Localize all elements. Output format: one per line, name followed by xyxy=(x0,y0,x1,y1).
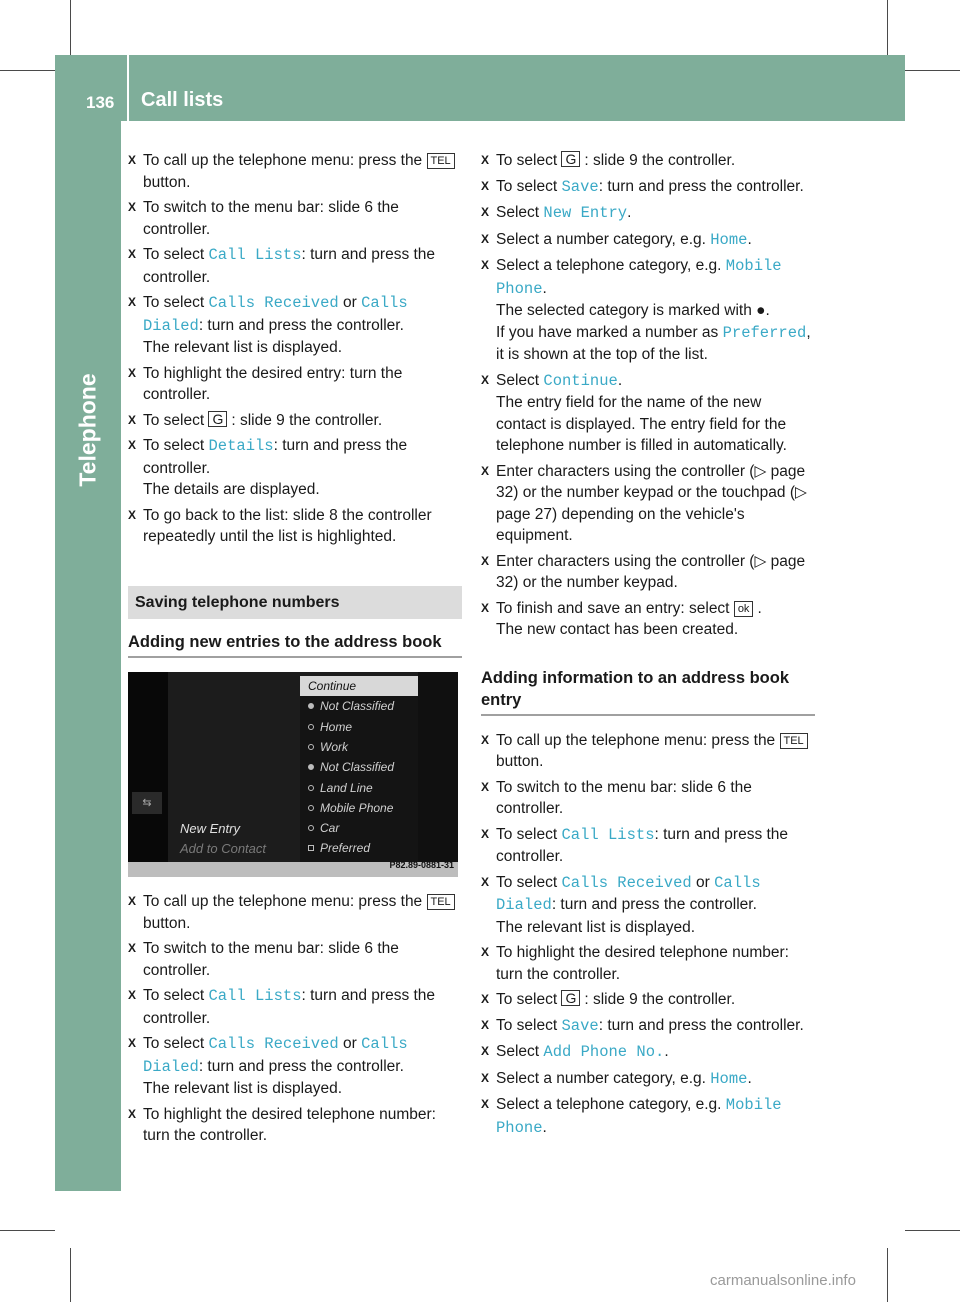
side-tab xyxy=(55,121,121,1191)
menu-term: Calls Received xyxy=(208,1035,339,1053)
step-text: To highlight the desired entry: turn the controller. xyxy=(143,364,403,403)
bullet-icon: X xyxy=(481,945,490,959)
bullet-icon: X xyxy=(128,988,137,1002)
screen-menu-item xyxy=(300,778,418,798)
menu-symbol-icon: G xyxy=(208,411,227,427)
step-item xyxy=(481,777,815,820)
menu-term: Preferred xyxy=(722,323,807,342)
step-result: The relevant list is displayed. xyxy=(143,339,343,356)
step-item xyxy=(128,891,462,934)
key-icon: TEL xyxy=(427,894,455,910)
menu-term: Calls Dialed xyxy=(496,873,761,914)
screen-menu-label: Home xyxy=(320,719,353,734)
screen-menu-item xyxy=(300,696,418,716)
crop-mark xyxy=(887,1248,888,1302)
step-item xyxy=(481,1015,815,1038)
step-text: To select Call Lists: turn and press the controller. xyxy=(143,987,436,1027)
bullet-icon: X xyxy=(128,153,137,167)
step-item xyxy=(128,1033,462,1100)
bullet-icon: X xyxy=(481,258,490,272)
screen-menu-label: Land Line xyxy=(320,780,373,795)
bullet-icon: X xyxy=(481,463,490,478)
step-text: To switch to the menu bar: slide 6 the controller. xyxy=(143,199,399,238)
screen-menu-label: Preferred xyxy=(320,841,371,856)
section-title: Saving telephone numbers xyxy=(128,586,462,620)
step-text: To select Calls Received or Calls Dialed: turn and press the controller. xyxy=(143,294,408,335)
crop-mark xyxy=(887,0,888,55)
step-item xyxy=(481,1041,815,1064)
step-text: To highlight the desired telephone number: turn the controller. xyxy=(143,1105,436,1144)
right-column xyxy=(481,150,815,1143)
screen-menu-item xyxy=(300,818,418,838)
step-text: To highlight the desired telephone number: turn the controller. xyxy=(496,944,789,983)
step-text: Enter characters using the controller (▷ page 32) or the number keypad. xyxy=(496,552,806,591)
menu-term: Calls Received xyxy=(561,873,692,892)
screen-menu-item xyxy=(300,676,418,696)
bullet-icon: X xyxy=(128,412,137,427)
radio-icon xyxy=(308,805,314,811)
bullet-icon: X xyxy=(128,200,137,214)
screen-image xyxy=(128,672,458,877)
step-list xyxy=(128,150,462,548)
menu-term: Call Lists xyxy=(561,825,655,844)
step-text: To finish and save an entry: select ok . xyxy=(496,599,762,617)
left-column xyxy=(128,150,462,1151)
step-result: The selected category is marked with ●. xyxy=(496,302,770,319)
step-item xyxy=(128,985,462,1029)
bullet-icon: X xyxy=(481,600,490,615)
step-text: To call up the telephone menu: press the TELbutton. xyxy=(143,893,459,932)
menu-term: Call Lists xyxy=(208,987,302,1005)
menu-term: Details xyxy=(208,437,274,455)
step-text: To select G : slide 9 the controller. xyxy=(143,410,383,429)
bullet-icon: X xyxy=(128,295,137,309)
step-list xyxy=(128,891,462,1147)
header-separator xyxy=(127,55,129,121)
screen-menu-label: Mobile Phone xyxy=(320,800,394,815)
screen-menu-label: Continue xyxy=(308,679,357,693)
bullet-icon: X xyxy=(128,438,137,452)
bullet-icon: X xyxy=(481,732,490,747)
step-item xyxy=(128,292,462,359)
menu-term: Home xyxy=(710,1069,748,1088)
step-text: Enter characters using the controller (▷ page 32) or the number keypad or the touchpad (▷ page 27) depending on the vehicle's equipment. xyxy=(496,462,807,544)
menu-symbol-icon: G xyxy=(561,990,580,1006)
step-item xyxy=(128,505,462,548)
screen-entry: New Entry xyxy=(180,821,240,836)
screen-menu-item xyxy=(300,717,418,737)
screen-menu-label: Not Classified xyxy=(320,760,395,775)
bullet-icon: X xyxy=(481,1097,490,1111)
radio-icon xyxy=(308,785,314,791)
bullet-icon: X xyxy=(481,205,490,219)
step-list xyxy=(481,730,815,1140)
step-item xyxy=(128,1104,462,1147)
radio-icon xyxy=(308,724,314,730)
menu-term: Home xyxy=(710,230,748,249)
bullet-icon: X xyxy=(481,178,490,193)
step-text: Select a telephone category, e.g. Mobile Phone. xyxy=(496,257,782,298)
menu-term: Save xyxy=(561,1016,599,1035)
bullet-icon: X xyxy=(481,992,490,1006)
figure-code: P82.89-0881-31 xyxy=(389,859,454,870)
step-text: Select Add Phone No.. xyxy=(496,1043,669,1061)
step-text: To select Details: turn and press the controller. xyxy=(143,437,408,477)
screen-left-panel xyxy=(128,672,168,862)
step-item xyxy=(481,942,815,985)
step-text: To select Calls Received or Calls Dialed: turn and press the controller. xyxy=(496,873,761,914)
bullet-icon: X xyxy=(128,247,137,261)
screen-menu-label: Work xyxy=(320,739,348,754)
step-text: To select Save: turn and press the controller. xyxy=(496,1016,804,1035)
bullet-icon: X xyxy=(128,1106,137,1121)
watermark: carmanualsonline.info xyxy=(710,1272,856,1289)
screen-entry: Add to Contact xyxy=(180,841,266,856)
step-item xyxy=(128,197,462,240)
step-item xyxy=(128,244,462,288)
bullet-icon: X xyxy=(128,507,137,522)
step-text: To go back to the list: slide 8 the controller repeatedly until the list is highlighted. xyxy=(143,506,432,545)
key-icon: TEL xyxy=(780,733,808,749)
step-item xyxy=(128,410,462,432)
menu-term: Call Lists xyxy=(208,246,302,264)
step-text: Select New Entry. xyxy=(496,204,632,222)
crop-mark xyxy=(70,1248,71,1302)
radio-icon xyxy=(308,764,314,770)
screen-menu-label: Not Classified xyxy=(320,699,395,714)
step-item xyxy=(481,370,815,457)
step-text: To select Call Lists: turn and press the controller. xyxy=(143,246,436,286)
step-item xyxy=(481,824,815,868)
screen-menu-item xyxy=(300,798,418,818)
crop-mark xyxy=(905,1230,960,1231)
step-item xyxy=(481,730,815,773)
crop-mark xyxy=(70,0,71,55)
step-text: To call up the telephone menu: press the TELbutton. xyxy=(496,732,812,771)
menu-term: New Entry xyxy=(543,204,628,222)
radio-icon xyxy=(308,825,314,831)
step-item xyxy=(128,435,462,501)
bullet-icon: X xyxy=(481,1070,490,1085)
back-icon: ⇆ xyxy=(132,792,162,814)
crop-mark xyxy=(905,70,960,71)
step-list xyxy=(481,150,815,641)
step-result: If you have marked a number as Preferred, it is shown at the top of the list. xyxy=(496,323,811,363)
step-item xyxy=(481,202,815,225)
key-icon: ok xyxy=(734,601,754,617)
step-text: To switch to the menu bar: slide 6 the controller. xyxy=(496,778,752,817)
menu-term: Add Phone No. xyxy=(543,1043,665,1061)
page-number: 136 xyxy=(86,93,115,112)
step-result: The relevant list is displayed. xyxy=(143,1080,343,1097)
step-text: To call up the telephone menu: press the TELbutton. xyxy=(143,152,459,191)
screen-menu-item xyxy=(300,757,418,777)
step-item xyxy=(128,150,462,193)
menu-term: Save xyxy=(561,177,599,196)
step-item xyxy=(481,989,815,1011)
step-result: The details are displayed. xyxy=(143,481,320,498)
step-item xyxy=(481,176,815,199)
crop-mark xyxy=(0,1230,55,1231)
step-text: To select Calls Received or Calls Dialed: turn and press the controller. xyxy=(143,1035,408,1076)
side-tab-label: Telephone xyxy=(74,373,101,487)
key-icon: TEL xyxy=(427,153,455,169)
step-item xyxy=(481,255,815,366)
bullet-icon: X xyxy=(128,365,137,380)
step-result: The entry field for the name of the new contact is displayed. The entry field for the telephone number is filled in automatically. xyxy=(496,394,787,454)
bullet-icon: X xyxy=(481,874,490,889)
menu-term: Mobile Phone xyxy=(496,1096,782,1137)
step-item xyxy=(128,363,462,406)
radio-icon xyxy=(308,703,314,709)
step-text: Select Continue. xyxy=(496,371,623,390)
bullet-icon: X xyxy=(128,1036,137,1050)
step-item xyxy=(481,872,815,939)
step-text: To select Save: turn and press the controller. xyxy=(496,177,804,196)
step-text: To select G : slide 9 the controller. xyxy=(496,151,736,169)
step-text: To select Call Lists: turn and press the controller. xyxy=(496,825,789,865)
step-text: To select G : slide 9 the controller. xyxy=(496,990,736,1008)
crop-mark xyxy=(0,70,55,71)
subsection-title: Adding information to an address book entry xyxy=(481,667,815,716)
step-text: Select a telephone category, e.g. Mobile Phone. xyxy=(496,1096,782,1137)
screen-menu-item xyxy=(300,737,418,757)
step-text: To switch to the menu bar: slide 6 the controller. xyxy=(143,940,399,979)
step-item xyxy=(481,1094,815,1139)
step-item xyxy=(481,551,815,594)
step-item xyxy=(481,150,815,172)
screen-menu-label: Car xyxy=(320,821,340,836)
step-result: The relevant list is displayed. xyxy=(496,918,696,936)
step-item xyxy=(481,461,815,547)
step-text: Select a number category, e.g. Home. xyxy=(496,1069,752,1088)
bullet-icon: X xyxy=(128,941,137,955)
step-item xyxy=(128,938,462,981)
menu-term: Continue xyxy=(543,371,618,390)
bullet-icon: X xyxy=(481,779,490,794)
screen-menu xyxy=(300,676,418,862)
bullet-icon: X xyxy=(481,153,490,167)
checkbox-icon xyxy=(308,845,314,851)
bullet-icon: X xyxy=(481,1044,490,1058)
step-item xyxy=(481,598,815,641)
subsection-title: Adding new entries to the address book xyxy=(128,631,462,658)
menu-symbol-icon: G xyxy=(561,151,580,167)
bullet-icon: X xyxy=(481,553,490,568)
step-result: The new contact has been created. xyxy=(496,621,739,638)
menu-term: Mobile Phone xyxy=(496,257,782,298)
bullet-icon: X xyxy=(128,894,137,908)
menu-term: Calls Dialed xyxy=(143,294,408,335)
menu-term: Calls Dialed xyxy=(143,1035,408,1076)
step-item xyxy=(481,1068,815,1091)
page-title: Call lists xyxy=(141,89,224,111)
bullet-icon: X xyxy=(481,1017,490,1032)
step-text: Select a number category, e.g. Home. xyxy=(496,230,752,249)
step-item xyxy=(481,229,815,252)
bullet-icon: X xyxy=(481,826,490,841)
radio-icon xyxy=(308,744,314,750)
bullet-icon: X xyxy=(481,372,490,387)
bullet-icon: X xyxy=(481,231,490,246)
menu-term: Calls Received xyxy=(208,294,339,312)
